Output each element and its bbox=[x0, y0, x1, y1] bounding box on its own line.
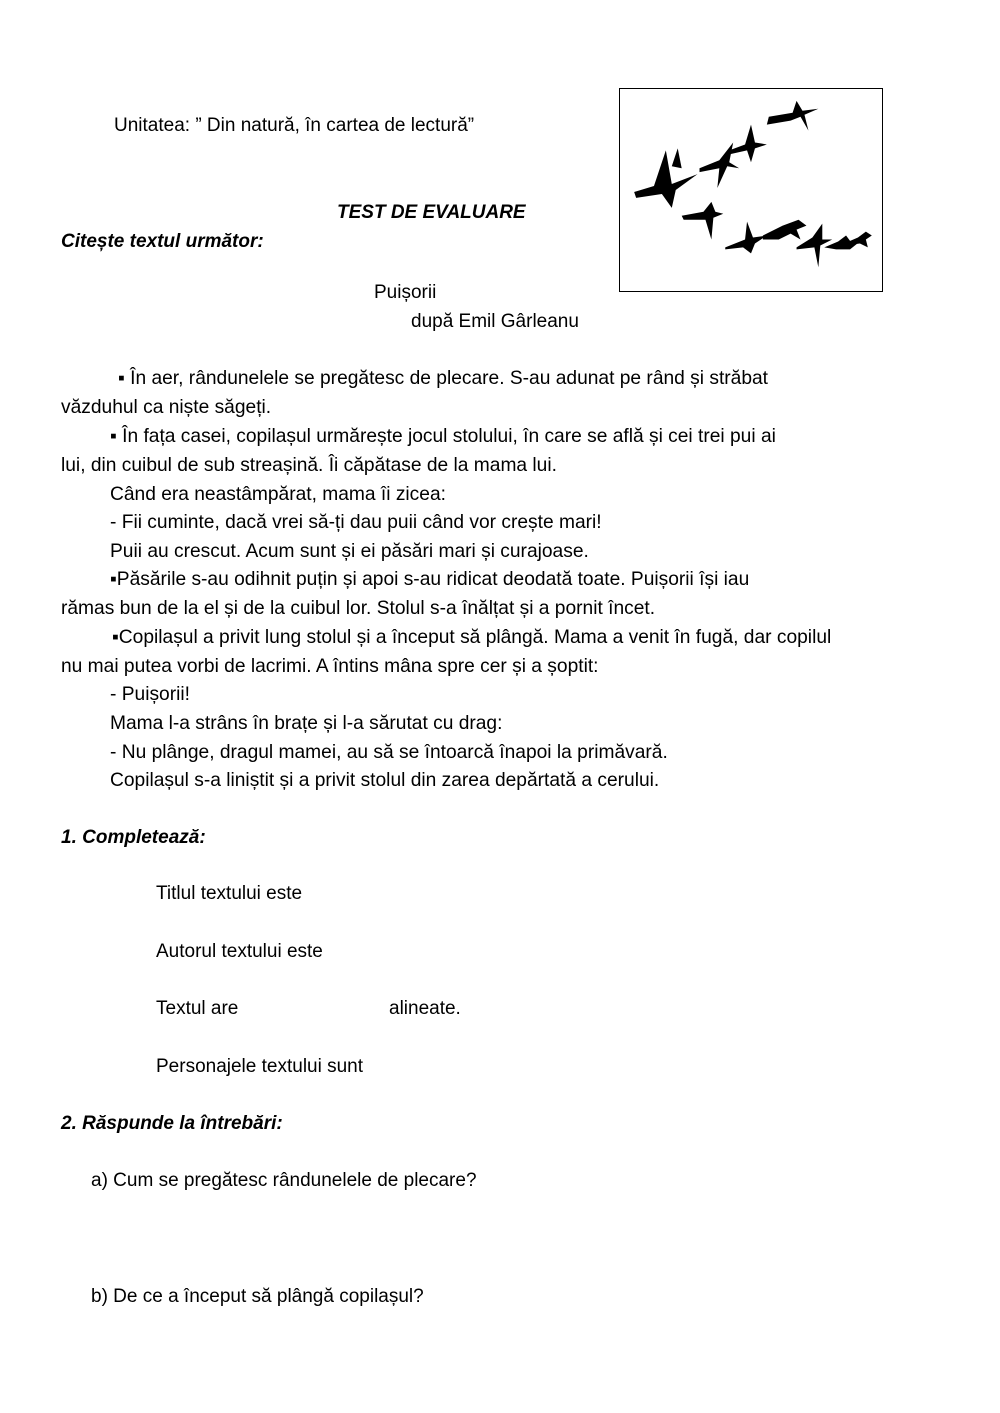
fill-in-author: Autorul textului este bbox=[156, 941, 323, 962]
unit-title: Unitatea: ” Din natură, în cartea de lectură” bbox=[114, 115, 475, 136]
story-line: Când era neastâmpărat, mama îi zicea: bbox=[110, 484, 446, 505]
story-line: Copilașul s-a liniștit și a privit stolul din zarea depărtată a cerului. bbox=[110, 770, 660, 791]
story-line: nu mai putea vorbi de lacrimi. A întins mâna spre cer și a șoptit: bbox=[61, 656, 599, 677]
story-line: ▪ În aer, rândunelele se pregătesc de plecare. S-au adunat pe rând și străbat bbox=[118, 368, 769, 389]
fill-in-title: Titlul textului este bbox=[156, 883, 303, 904]
bird-illustration bbox=[619, 88, 883, 292]
story-line: văzduhul ca niște săgeți. bbox=[61, 397, 272, 418]
flock-of-birds-icon bbox=[620, 89, 882, 291]
reading-instruction: Citește textul următor: bbox=[61, 231, 264, 252]
exercise-2-heading: 2. Răspunde la întrebări: bbox=[61, 1113, 283, 1134]
fill-in-characters: Personajele textului sunt bbox=[156, 1056, 364, 1077]
story-line: rămas bun de la el și de la cuibul lor. Stolul s-a înălțat și a pornit încet. bbox=[61, 598, 656, 619]
story-line: - Nu plânge, dragul mamei, au să se întoarcă înapoi la primăvară. bbox=[110, 742, 668, 763]
fill-in-paragraphs: Textul are bbox=[156, 998, 239, 1019]
story-line: ▪Păsările s-au odihnit puțin și apoi s-au ridicat deodată toate. Puișorii își iau bbox=[110, 569, 750, 590]
question-a: a) Cum se pregătesc rândunelele de plecare? bbox=[91, 1170, 477, 1191]
story-author: după Emil Gârleanu bbox=[411, 311, 579, 332]
story-line: Mama l-a strâns în brațe și l-a sărutat cu drag: bbox=[110, 713, 503, 734]
test-title: TEST DE EVALUARE bbox=[337, 202, 526, 223]
question-b: b) De ce a început să plângă copilașul? bbox=[91, 1286, 424, 1307]
story-line: lui, din cuibul de sub streașină. Îi căpătase de la mama lui. bbox=[61, 455, 557, 476]
story-line: ▪ În fața casei, copilașul urmărește jocul stolului, în care se află și cei trei pui ai bbox=[110, 426, 776, 447]
story-line: ▪Copilașul a privit lung stolul și a început să plângă. Mama a venit în fugă, dar copilul bbox=[112, 627, 832, 648]
fill-in-paragraphs-suffix: alineate. bbox=[389, 998, 461, 1019]
story-line: - Fii cuminte, dacă vrei să-ți dau puii când vor crește mari! bbox=[110, 512, 602, 533]
story-line: - Puișorii! bbox=[110, 684, 190, 705]
story-title: Puișorii bbox=[374, 282, 437, 303]
story-line: Puii au crescut. Acum sunt și ei păsări mari și curajoase. bbox=[110, 541, 589, 562]
exercise-1-heading: 1. Completează: bbox=[61, 827, 206, 848]
